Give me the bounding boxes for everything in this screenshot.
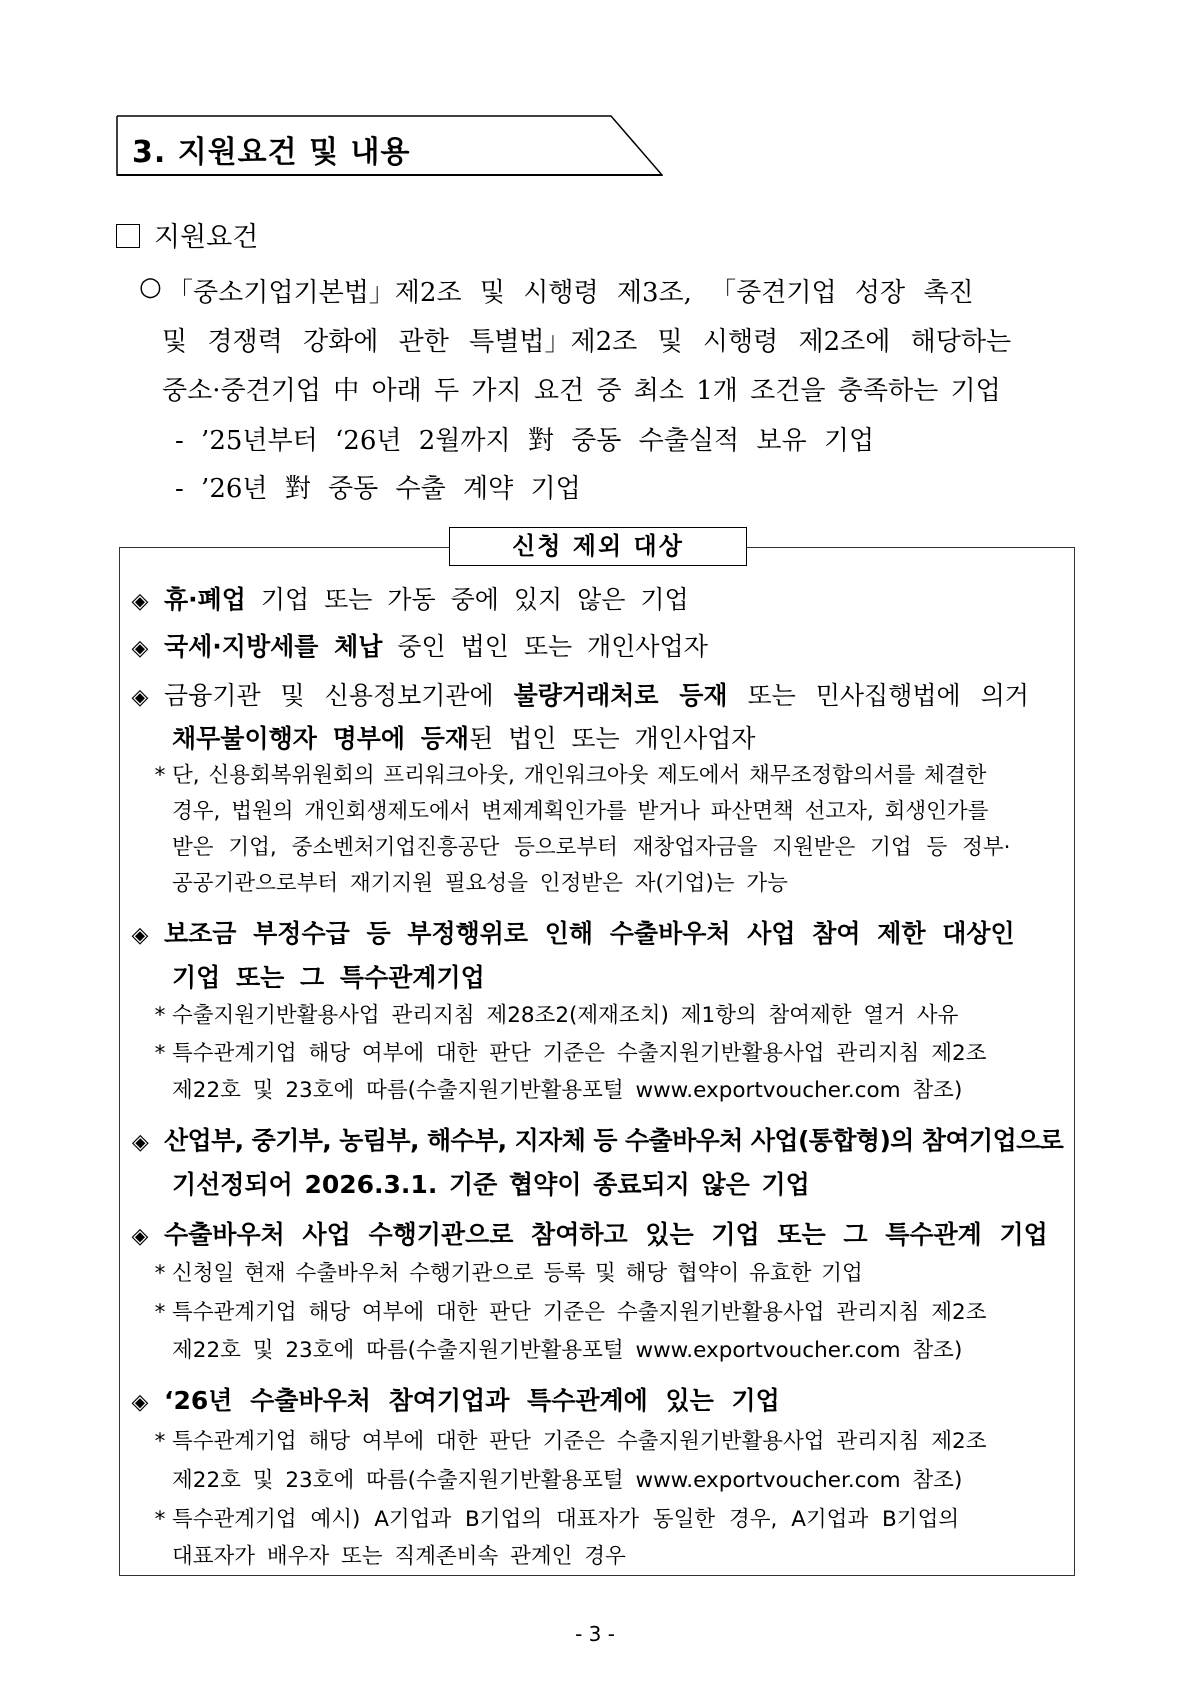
asterisk: * (154, 1261, 166, 1286)
exclusion-item-2 (128, 627, 708, 663)
item-2-bold: 국세·지방세를 체납 (164, 632, 383, 661)
note-text: 단, 신용회복위원회의 프리워크아웃, 개인워크아웃 제도에서 채무조정합의서를 체결한 (172, 763, 987, 788)
subheading (116, 215, 258, 254)
note-3-4 (172, 866, 788, 897)
note-text: 경우, 법원의 개인회생제도에서 변제계획인가를 받거나 파산면책 선고자, 회생인가를 (172, 799, 989, 824)
exclusion-item-4-line-1 (128, 914, 1015, 950)
exclusion-item-3-line-1 (128, 676, 1029, 712)
item-4-bold-2: 기업 또는 그 특수관계기업 (172, 963, 485, 992)
section-heading (116, 115, 663, 177)
section-title: 3. 지원요건 및 내용 (132, 135, 411, 170)
note-7-3 (148, 1502, 959, 1533)
note-4-2 (148, 1036, 987, 1067)
requirement-dash-2: - ’26년 對 중동 수출 계약 기업 (175, 474, 581, 504)
note-3-3 (172, 830, 1011, 861)
checkbox-square-icon (116, 224, 140, 248)
exclusion-item-1 (128, 580, 689, 616)
item-3-text-3: 된 법인 또는 개인사업자 (469, 724, 756, 753)
note-text: 특수관계기업 해당 여부에 대한 판단 기준은 수출지원기반활용사업 관리지침 제2조 (172, 1041, 987, 1066)
note-3-2 (172, 794, 988, 825)
diamond-bullet-icon: ◈ (131, 589, 149, 614)
item-1-bold: 휴·폐업 (164, 585, 246, 614)
note-text: 제22호 및 23호에 따름(수출지원기반활용포털 www.exportvoucher.com 참조) (172, 1078, 963, 1103)
exclusion-item-5-line-2 (172, 1165, 810, 1201)
diamond-bullet-icon: ◈ (131, 636, 149, 661)
note-text: 제22호 및 23호에 따름(수출지원기반활용포털 www.exportvoucher.com 참조) (172, 1338, 963, 1363)
item-1-text: 기업 또는 가동 중에 있지 않은 기업 (245, 585, 689, 614)
item-5-bold-2: 기선정되어 2026.3.1. 기준 협약이 종료되지 않은 기업 (172, 1170, 810, 1199)
exclusion-title-text: 신청 제외 대상 (512, 532, 684, 560)
item-4-bold-1: 보조금 부정수급 등 부정행위로 인해 수출바우처 사업 참여 제한 대상인 (164, 919, 1015, 948)
circle-bullet: ○ (139, 272, 162, 302)
item-7-bold-1: ‘26년 수출바우처 참여기업과 특수관계에 있는 기업 (164, 1386, 780, 1415)
note-text: 특수관계기업 해당 여부에 대한 판단 기준은 수출지원기반활용사업 관리지침 제2조 (172, 1300, 987, 1325)
note-text: 수출지원기반활용사업 관리지침 제28조2(제재조치) 제1항의 참여제한 열거 사유 (172, 1003, 959, 1028)
item-3-bold-1: 불량거래처로 등재 (513, 681, 728, 710)
diamond-bullet-icon: ◈ (131, 1130, 149, 1155)
note-4-1 (148, 998, 958, 1029)
note-4-3 (172, 1073, 962, 1104)
requirement-line-2: 및 경쟁력 강화에 관한 특별법」제2조 및 시행령 제2조에 해당하는 (162, 327, 1012, 357)
asterisk: * (154, 1003, 166, 1028)
exclusion-item-3-line-2 (172, 719, 755, 755)
note-text: 제22호 및 23호에 따름(수출지원기반활용포털 www.exportvoucher.com 참조) (172, 1468, 963, 1493)
item-3-text-1: 금융기관 및 신용정보기관에 (164, 681, 514, 710)
item-3-bold-2: 채무불이행자 명부에 등재 (172, 724, 470, 753)
asterisk: * (154, 1429, 166, 1454)
diamond-bullet-icon: ◈ (131, 1390, 149, 1415)
note-6-3 (172, 1333, 962, 1364)
note-text: 특수관계기업 예시) A기업과 B기업의 대표자가 동일한 경우, A기업과 B기업의 (172, 1507, 960, 1532)
page-number: - 3 - (575, 1622, 615, 1646)
exclusion-item-5-line-1 (128, 1121, 1063, 1157)
note-6-1 (148, 1256, 863, 1287)
note-7-4 (172, 1539, 626, 1570)
exclusion-item-7-line-1 (128, 1381, 780, 1417)
note-3-1 (148, 758, 986, 789)
requirement-line-3: 중소·중견기업 中 아래 두 가지 요건 중 최소 1개 조건을 충족하는 기업 (162, 376, 1001, 406)
item-5-bold-1: 산업부, 중기부, 농림부, 해수부, 지자체 등 수출바우처 사업(통합형)의 참여기업으로 (164, 1126, 1064, 1155)
diamond-bullet-icon: ◈ (131, 923, 149, 948)
item-6-bold-1: 수출바우처 사업 수행기관으로 참여하고 있는 기업 또는 그 특수관계 기업 (164, 1220, 1048, 1249)
requirement-dash-1: - ’25년부터 ‘26년 2월까지 對 중동 수출실적 보유 기업 (175, 426, 875, 456)
exclusion-item-4-line-2 (172, 958, 485, 994)
note-7-1 (148, 1424, 987, 1455)
diamond-bullet-icon: ◈ (131, 1224, 149, 1249)
note-text: 받은 기업, 중소벤처기업진흥공단 등으로부터 재창업자금을 지원받은 기업 등 정부· (172, 835, 1011, 860)
item-3-text-2: 또는 민사집행법에 의거 (727, 681, 1029, 710)
exclusion-title (449, 527, 747, 566)
asterisk: * (154, 1041, 166, 1066)
note-text: 특수관계기업 해당 여부에 대한 판단 기준은 수출지원기반활용사업 관리지침 제2조 (172, 1429, 987, 1454)
item-2-text: 중인 법인 또는 개인사업자 (382, 632, 708, 661)
note-7-2 (172, 1463, 962, 1494)
note-text: 공공기관으로부터 재기지원 필요성을 인정받은 자(기업)는 가능 (172, 871, 788, 896)
asterisk: * (154, 1300, 166, 1325)
note-text: 신청일 현재 수출바우처 수행기관으로 등록 및 해당 협약이 유효한 기업 (172, 1261, 863, 1286)
asterisk: * (154, 1507, 166, 1532)
note-6-2 (148, 1295, 987, 1326)
subheading-text: 지원요건 (154, 222, 259, 253)
exclusion-item-6-line-1 (128, 1215, 1048, 1251)
diamond-bullet-icon: ◈ (131, 685, 149, 710)
asterisk: * (154, 763, 166, 788)
note-text: 대표자가 배우자 또는 직계존비속 관계인 경우 (172, 1544, 626, 1569)
requirement-line-1: 「중소기업기본법」제2조 및 시행령 제3조, 「중견기업 성장 촉진 (167, 278, 974, 308)
